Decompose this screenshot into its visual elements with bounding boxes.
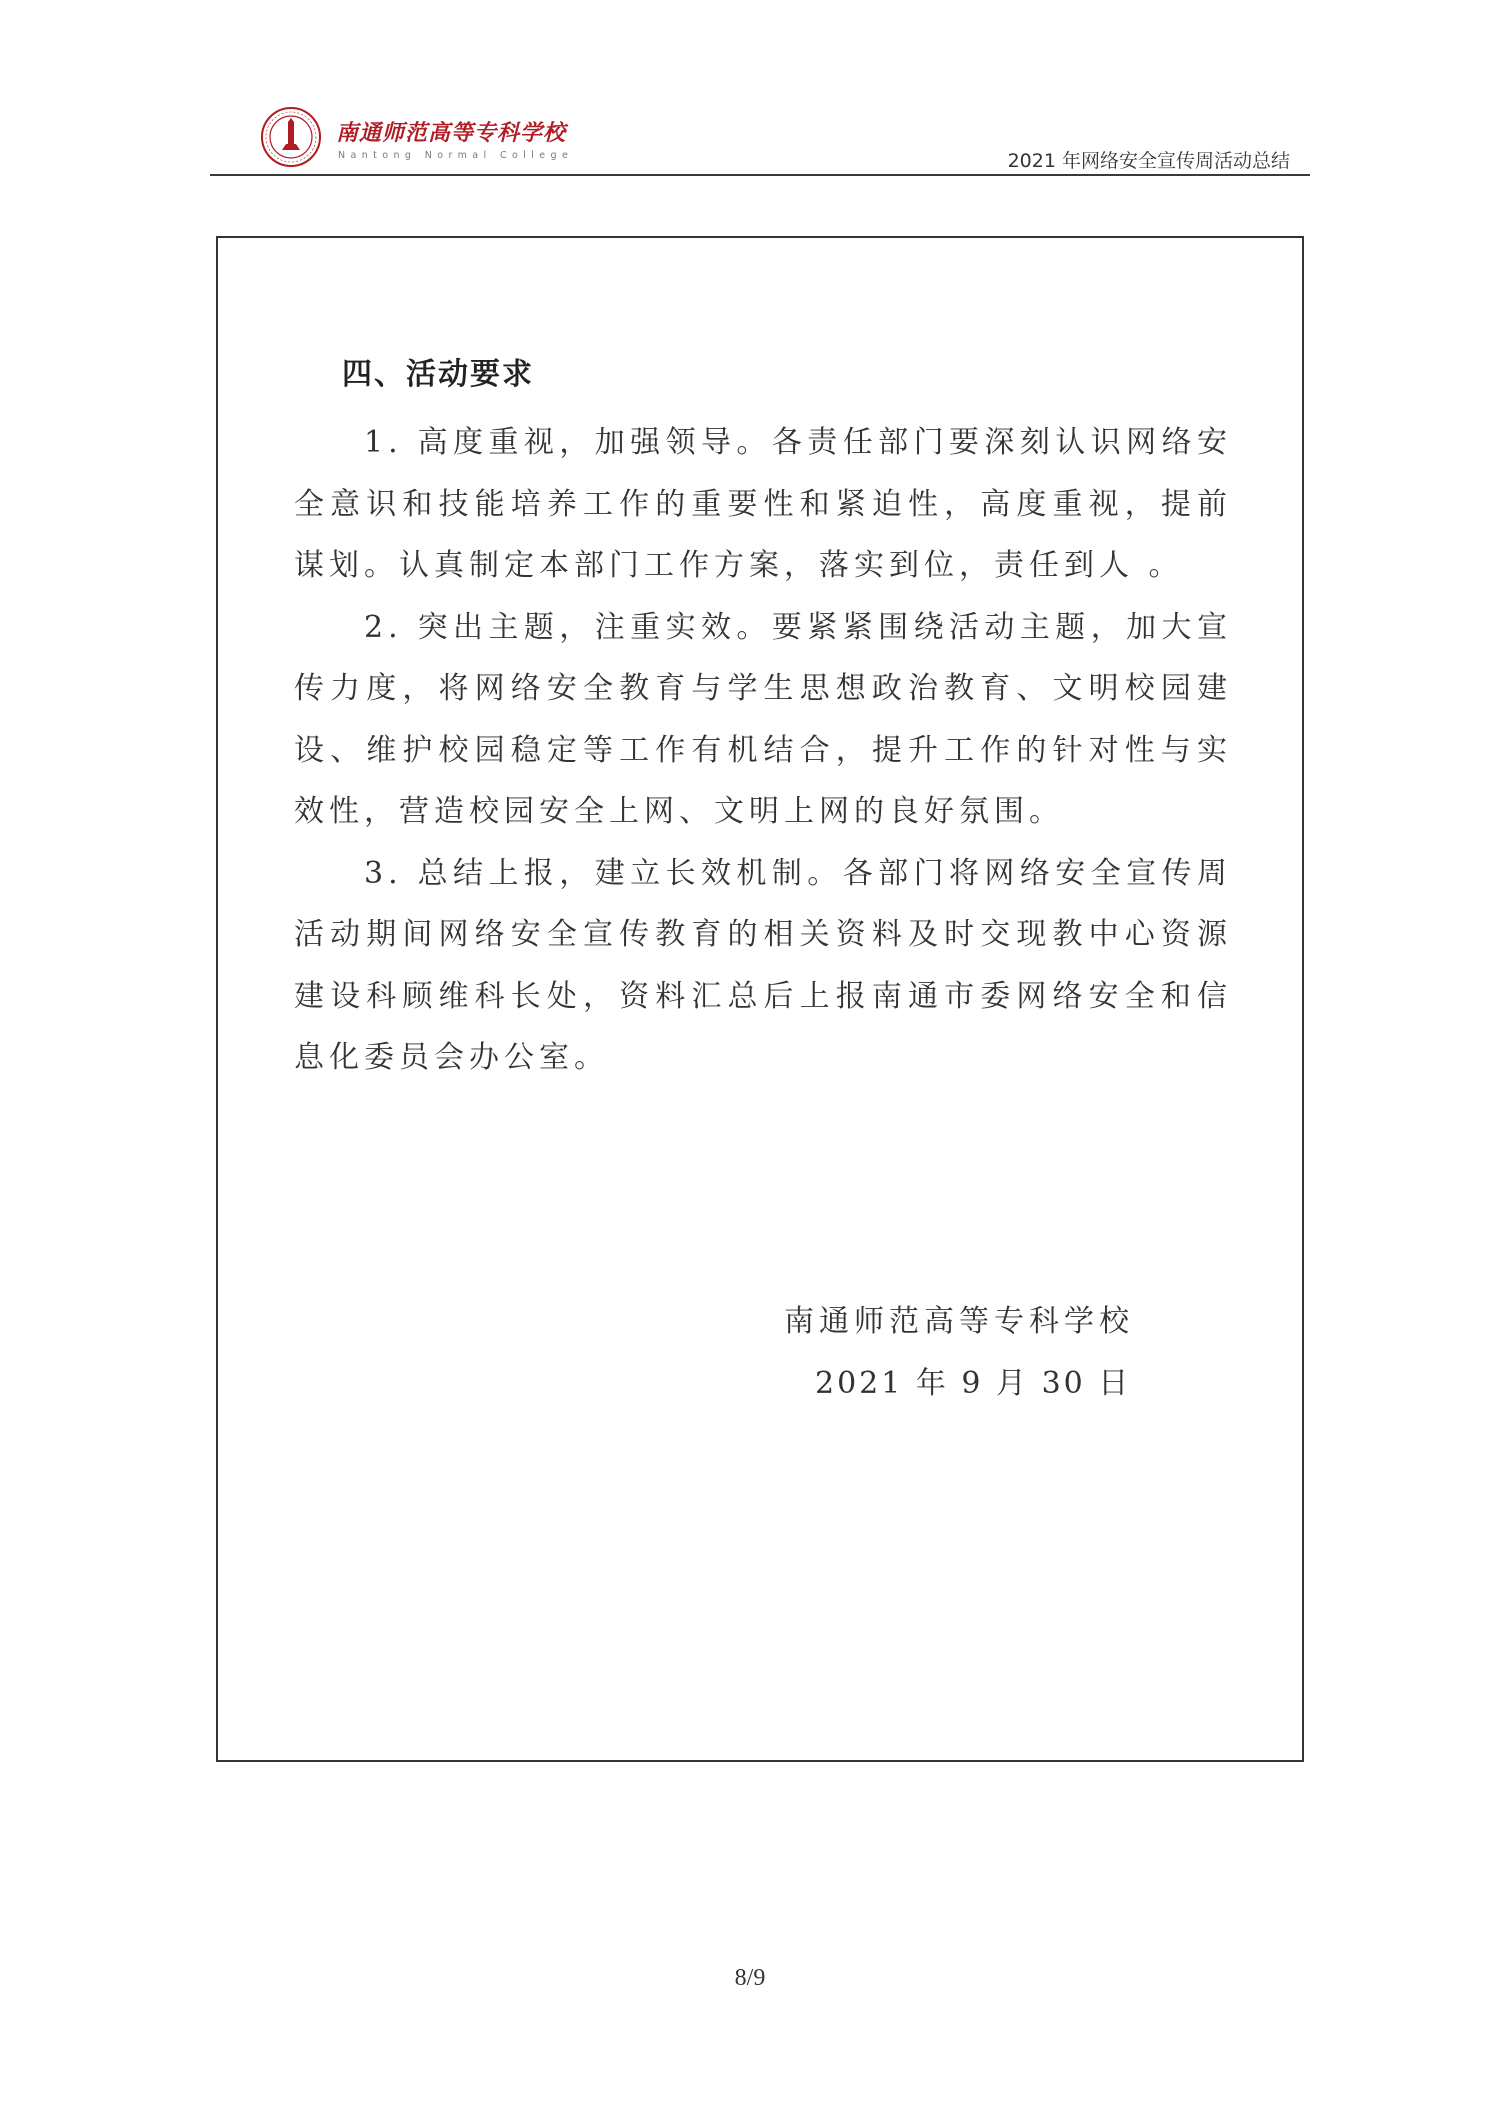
school-logo	[260, 106, 580, 170]
requirement-paragraph-1: 1. 高度重视，加强领导。各责任部门要深刻认识网络安全意识和技能培养工作的重要性和紧迫性，高度重视，提前谋划。认真制定本部门工作方案，落实到位，责任到人 。	[294, 425, 1232, 583]
page-header	[210, 100, 1310, 176]
content-frame	[216, 236, 1304, 1762]
document-body	[294, 350, 1232, 1089]
requirement-paragraph-2: 2. 突出主题，注重实效。要紧紧围绕活动主题，加大宣传力度，将网络安全教育与学生思想政治教育、文明校园建设、维护校园稳定等工作有机结合，提升工作的针对性与实效性，营造校园安全上网、文明上网的良好氛围。	[294, 609, 1232, 829]
signature-block	[784, 1291, 1144, 1415]
header-divider	[210, 174, 1310, 176]
school-seal-icon	[260, 106, 322, 168]
logo-chinese-name: 南通师范高等专科学校	[336, 120, 567, 146]
logo-english-name: Nantong Normal College	[338, 150, 574, 161]
requirement-paragraph-3: 3. 总结上报，建立长效机制。各部门将网络安全宣传周活动期间网络安全宣传教育的相关资料及时交现教中心资源建设科顾维科长处，资料汇总后上报南通市委网络安全和信息化委员会办公室。	[294, 855, 1232, 1075]
document-title: 2021 年网络安全宣传周活动总结	[1007, 150, 1290, 172]
page-number: 8/9	[734, 1965, 766, 1991]
signature-date: 2021 年 9 月 30 日	[815, 1366, 1132, 1401]
section-heading: 四、活动要求	[342, 357, 534, 392]
signature-organization: 南通师范高等专科学校	[784, 1304, 1134, 1339]
